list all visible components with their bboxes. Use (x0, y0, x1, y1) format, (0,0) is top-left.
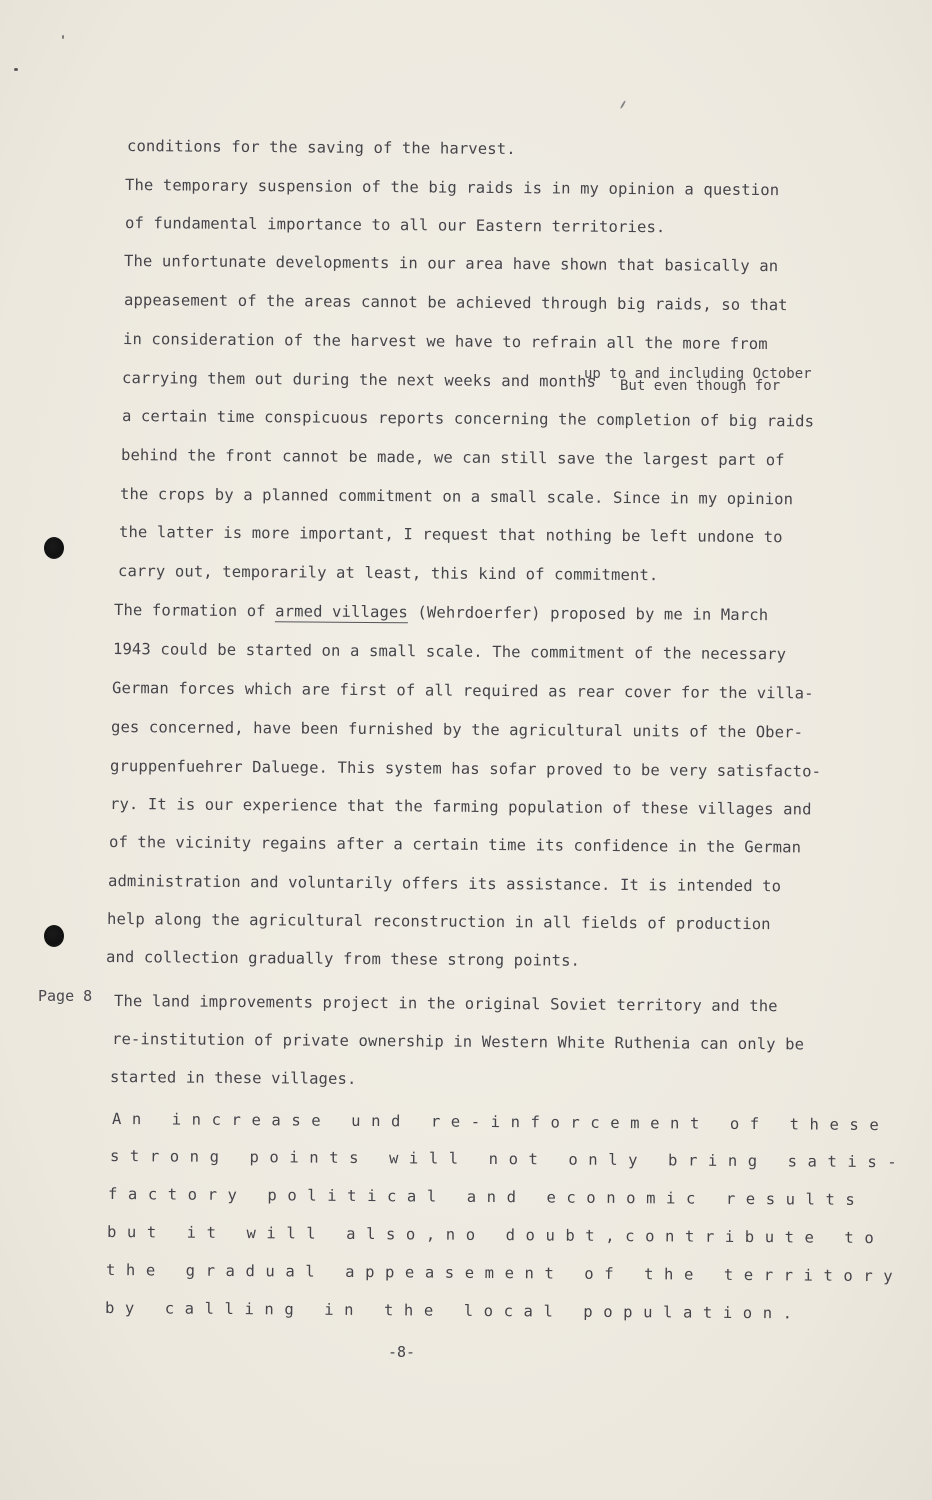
spaced-text-line: factory political and economic results (107, 1185, 866, 1209)
text-line: appeasement of the areas cannot be achieved through big raids, so that (123, 291, 788, 315)
margin-page-reference: Page 8 (38, 987, 93, 1005)
text-line: German forces which are first of all required as rear cover for the villa- (111, 679, 814, 703)
text-line: the crops by a planned commitment on a small scale. Since in my opinion (119, 485, 794, 509)
text-line: re-institution of private ownership in Western White Ruthenia can only be (111, 1030, 805, 1054)
armed-villages-underlined: armed villages (275, 602, 409, 622)
ink-speck (62, 35, 64, 39)
ink-speck (14, 68, 18, 71)
text-line: the latter is more important, I request that nothing be left undone to (118, 523, 783, 547)
spaced-text-line: by calling in the local population. (104, 1299, 803, 1323)
text-line: gruppenfuehrer Daluege. This system has sofar proved to be very satisfacto- (109, 757, 822, 781)
formation-prefix: The formation of (113, 601, 266, 621)
spaced-text-line: An increase und re-inforcement of these (111, 1110, 890, 1135)
text-line: The temporary suspension of the big raids is in my opinion a question (124, 176, 780, 200)
text-line: The land improvements project in the original Soviet territory and the (113, 992, 778, 1016)
punch-hole-upper (44, 537, 64, 559)
text-line: in consideration of the harvest we have to refrain all the more from (122, 330, 768, 354)
text-line: carrying them out during the next weeks and months (121, 369, 597, 391)
page-number: -8- (388, 1343, 416, 1361)
punch-hole-lower (44, 925, 64, 947)
text-line: administration and voluntarily offers its assistance. It is intended to (107, 872, 782, 896)
text-line: and collection gradually from these strong points. (105, 948, 581, 970)
text-line: The unfortunate developments in our area have shown that basically an (123, 252, 779, 276)
text-line: of the vicinity regains after a certain time its confidence in the German (108, 833, 802, 857)
overtyped-insert-upper: up to and including October (584, 366, 812, 382)
formation-suffix: (Wehrdoerfer) proposed by me in March (417, 603, 769, 625)
text-line: of fundamental importance to all our Eastern territories. (124, 214, 666, 237)
ink-mark (620, 100, 626, 109)
spaced-text-line: strong points will not only bring satis- (109, 1147, 908, 1172)
text-line: a certain time conspicuous reports concerning the completion of big raids (121, 407, 815, 431)
text-line: help along the agricultural reconstruction in all fields of production (106, 910, 771, 934)
spaced-text-line: but it will also,no doubt,contribute to (106, 1223, 885, 1248)
overtyped-insert-lower: But even though for (620, 378, 781, 394)
text-line: conditions for the saving of the harvest. (126, 137, 516, 159)
text-line-formation (114, 601, 768, 624)
text-line: behind the front cannot be made, we can still save the largest part of (120, 446, 785, 470)
text-line: carry out, temporarily at least, this kind of commitment. (117, 562, 659, 585)
spaced-text-line: the gradual appeasement of the territory (105, 1261, 904, 1286)
text-line: ges concerned, have been furnished by the agricultural units of the Ober- (110, 718, 804, 742)
text-line: 1943 could be started on a small scale. The commitment of the necessary (112, 640, 787, 664)
text-line: started in these villages. (109, 1068, 357, 1088)
text-line: ry. It is our experience that the farming population of these villages and (109, 795, 812, 819)
